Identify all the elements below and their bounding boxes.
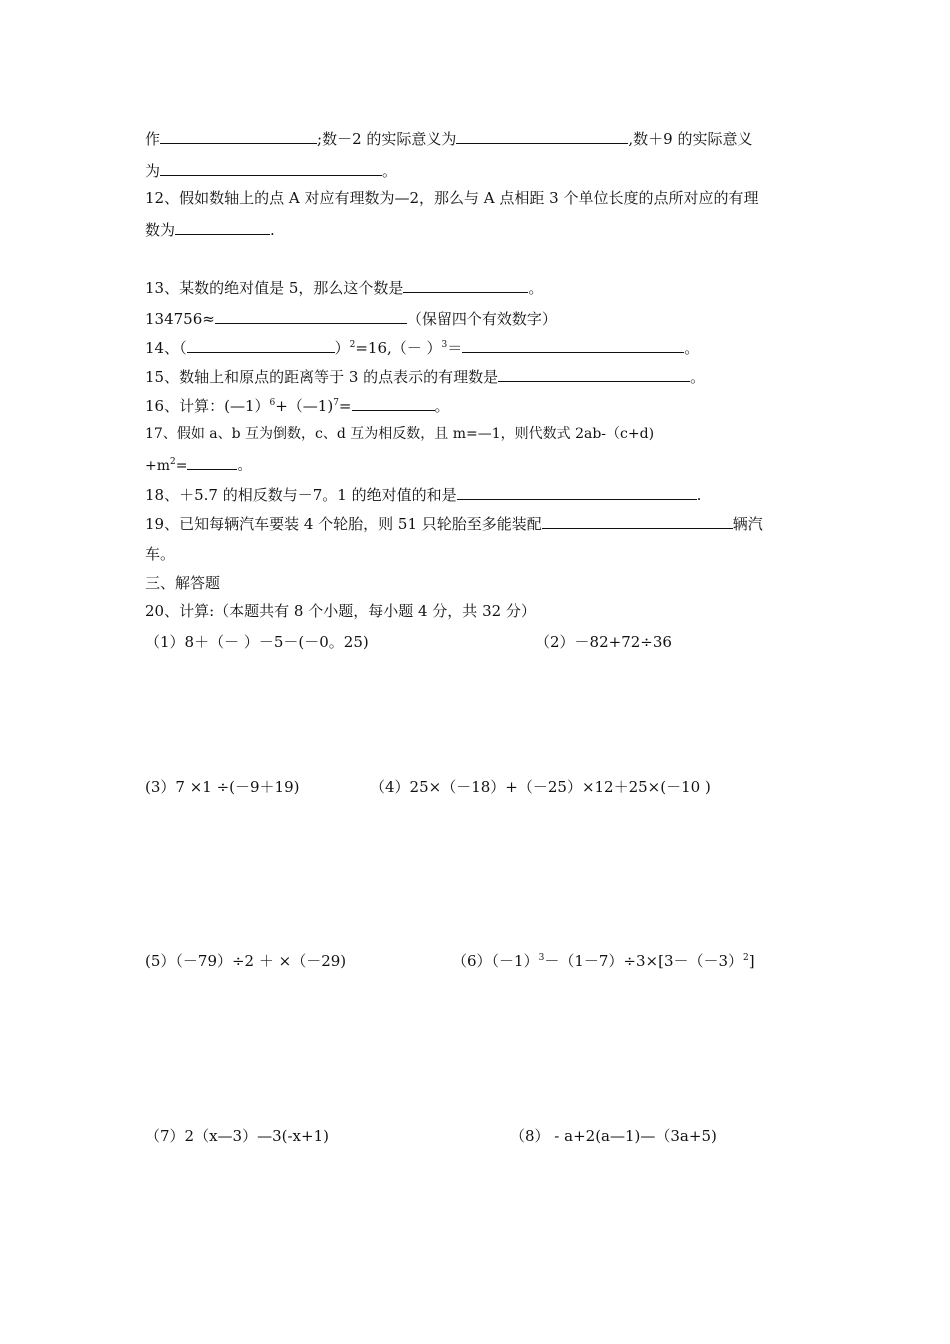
problem-6 bbox=[452, 951, 755, 971]
section-heading: 三、解答题 bbox=[145, 574, 221, 592]
question-17-line1: 17、假如 a、b 互为倒数，c、d 互为相反数，且 m=—1，则代数式 2ab-（c+d) bbox=[145, 426, 655, 442]
text: ] bbox=[748, 952, 755, 970]
answer-blank[interactable] bbox=[352, 395, 435, 411]
exponent: 2 bbox=[170, 457, 176, 467]
text: +m bbox=[145, 458, 171, 474]
answer-blank[interactable] bbox=[462, 337, 684, 353]
answer-blank[interactable] bbox=[187, 337, 335, 353]
text: =16,（－ ） bbox=[355, 339, 442, 357]
question-14 bbox=[145, 337, 699, 358]
text: 辆汽 bbox=[732, 515, 763, 533]
text: 13、某数的绝对值是 5，那么这个数是 bbox=[145, 279, 404, 297]
text: 19、已知每辆汽车要装 4 个轮胎，则 51 只轮胎至多能装配 bbox=[145, 515, 542, 533]
line-q11-part1 bbox=[145, 128, 752, 149]
text: （保留四个有效数字） bbox=[406, 310, 557, 328]
text: －（1－7）÷3×[3－（－3） bbox=[544, 952, 744, 970]
text: 。 bbox=[528, 279, 544, 297]
text: 。 bbox=[382, 162, 398, 180]
problem-2: （2）－82+72÷36 bbox=[535, 633, 672, 651]
exponent: 6 bbox=[269, 398, 276, 408]
answer-blank[interactable] bbox=[187, 454, 237, 470]
text: 数为 bbox=[145, 221, 176, 239]
text: ;数－2 的实际意义为 bbox=[317, 130, 457, 148]
exponent: 2 bbox=[349, 340, 356, 350]
text: 18、＋5.7 的相反数与－7。1 的绝对值的和是 bbox=[145, 486, 457, 504]
problem-3: (3）7 ×1 ÷(－9＋19) bbox=[145, 778, 300, 796]
question-12-line2 bbox=[145, 219, 275, 240]
question-12-line1: 12、假如数轴上的点 A 对应有理数为—2，那么与 A 点相距 3 个单位长度的点所对应的有理 bbox=[145, 189, 759, 207]
text: 。 bbox=[434, 397, 450, 415]
question-19-line2: 车。 bbox=[145, 545, 176, 563]
problem-7: （7）2（x—3）—3(-x+1) bbox=[145, 1127, 329, 1145]
exponent: 3 bbox=[538, 953, 545, 963]
question-17-line2 bbox=[145, 454, 251, 476]
exponent: 7 bbox=[333, 398, 339, 408]
problem-4: （4）25×（－18）+（－25）×12＋25×(－10 ) bbox=[370, 778, 711, 796]
text: = bbox=[338, 397, 352, 415]
answer-blank[interactable] bbox=[215, 308, 407, 324]
text: 14、（ bbox=[145, 339, 187, 357]
answer-blank[interactable] bbox=[175, 219, 270, 235]
answer-blank[interactable] bbox=[160, 128, 317, 144]
question-15 bbox=[145, 366, 705, 387]
text: ,数＋9 的实际意义 bbox=[628, 130, 753, 148]
answer-blank[interactable] bbox=[403, 277, 528, 293]
exponent: 2 bbox=[743, 953, 749, 963]
text: +（—1) bbox=[275, 397, 334, 415]
question-13 bbox=[145, 277, 543, 298]
text: 为 bbox=[145, 162, 161, 180]
question-19-line1 bbox=[145, 513, 763, 534]
question-18 bbox=[145, 484, 701, 505]
text: 。 bbox=[237, 458, 252, 474]
text: ） bbox=[334, 339, 350, 357]
line-q11-part2 bbox=[145, 160, 397, 181]
text: 16、计算：(—1） bbox=[145, 397, 270, 415]
problem-1: （1）8＋（－ ）－5－(－0。25) bbox=[145, 633, 369, 651]
problem-5: (5）（－79）÷2 ＋ ×（－29) bbox=[145, 952, 347, 970]
answer-blank[interactable] bbox=[457, 484, 697, 500]
text: 134756≈ bbox=[145, 310, 215, 328]
answer-blank[interactable] bbox=[456, 128, 628, 144]
text: 作 bbox=[145, 130, 161, 148]
question-16 bbox=[145, 395, 450, 416]
text: 。 bbox=[684, 339, 700, 357]
text: . bbox=[270, 221, 275, 239]
answer-blank[interactable] bbox=[498, 366, 690, 382]
exponent: 3 bbox=[441, 340, 448, 350]
answer-blank[interactable] bbox=[542, 513, 733, 529]
answer-blank[interactable] bbox=[160, 160, 382, 176]
question-13b bbox=[145, 308, 557, 329]
text: 15、数轴上和原点的距离等于 3 的点表示的有理数是 bbox=[145, 368, 499, 386]
text: 。 bbox=[690, 368, 706, 386]
question-20-heading: 20、计算:（本题共有 8 个小题，每小题 4 分，共 32 分） bbox=[145, 602, 536, 620]
text: . bbox=[696, 486, 702, 504]
problem-8: （8） - a+2(a—1)—（3a+5) bbox=[510, 1127, 717, 1145]
text: ＝ bbox=[447, 339, 463, 357]
text: = bbox=[175, 458, 188, 474]
text: （6）（－1） bbox=[452, 952, 539, 970]
